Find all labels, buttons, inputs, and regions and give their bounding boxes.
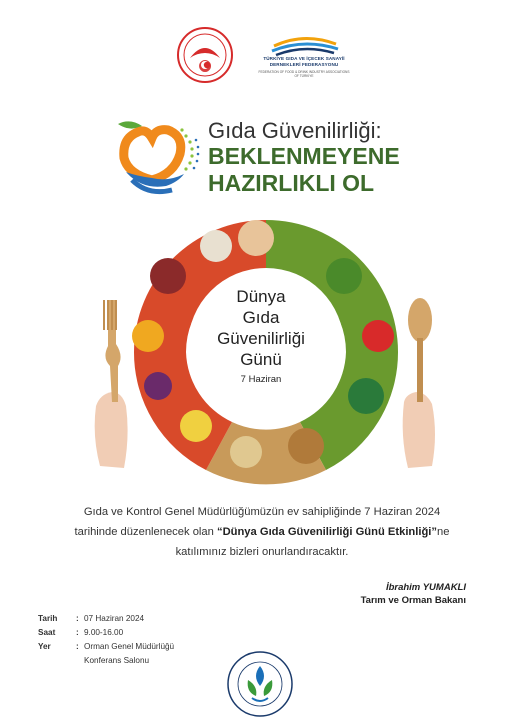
federation-subtitle: FEDERATION OF FOOD & DRINK INDUSTRY ASSOCIATIONS OF TÜRKİYE [258, 70, 350, 78]
body-line1: Gıda ve Kontrol Genel Müdürlüğümüzün ev sahipliğinde 7 Haziran 2024 [83, 506, 441, 518]
colon: : [76, 628, 79, 637]
event-info [38, 612, 214, 668]
left-hand [95, 392, 128, 468]
title-line3: HAZIRLIKLI OL [208, 170, 375, 196]
colon: : [76, 642, 79, 651]
signer-block [361, 582, 466, 606]
center-line1: Dünya [236, 287, 286, 306]
signer-title: Tarım ve Orman Bakanı [360, 595, 466, 606]
date-value: 07 Haziran 2024 [84, 614, 145, 623]
title-line2: BEKLENMEYENE [208, 143, 400, 169]
spoon-icon [408, 298, 432, 342]
invitation-text [30, 502, 494, 562]
body-line2 [30, 522, 494, 542]
federation-name: TÜRKİYE GIDA VE İÇECEK SANAYİİ DERNEKLERİ FEDERASYONU [263, 56, 345, 67]
place-value [84, 640, 214, 668]
place-value-line1: Orman Genel Müdürlüğü [84, 642, 175, 651]
right-hand [403, 392, 435, 468]
time-label: Saat [38, 628, 56, 637]
food-safety-emblem [112, 116, 202, 196]
event-name: “Dünya Gıda Güvenilirliği Günü Etkinliği” [216, 526, 438, 538]
ministry-logo [176, 26, 234, 84]
info-row-place [38, 640, 214, 668]
center-line2: Gıda [242, 308, 280, 327]
body-line3: katılımınız bizleri onurlandıracaktır. [175, 546, 349, 558]
info-row-time [38, 626, 214, 640]
title-line1: Gıda Güvenilirliği: [208, 118, 382, 143]
colon: : [76, 614, 79, 623]
center-line4: Günü [240, 350, 282, 369]
body-line2-pre: tarihinde düzenlenecek olan [74, 526, 217, 538]
center-text [196, 286, 326, 385]
center-date: 7 Haziran [240, 374, 282, 385]
date-label: Tarih [38, 614, 58, 623]
signer-name: İbrahim YUMAKLI [385, 582, 466, 593]
center-line3: Güvenilirliği [217, 329, 305, 348]
time-value: 9.00-16.00 [84, 628, 124, 637]
place-label: Yer [38, 642, 51, 651]
directorate-seal [226, 650, 294, 718]
place-value-line2: Konferans Salonu [84, 656, 150, 665]
info-row-date [38, 612, 214, 626]
body-line2-post: ne [437, 526, 450, 538]
